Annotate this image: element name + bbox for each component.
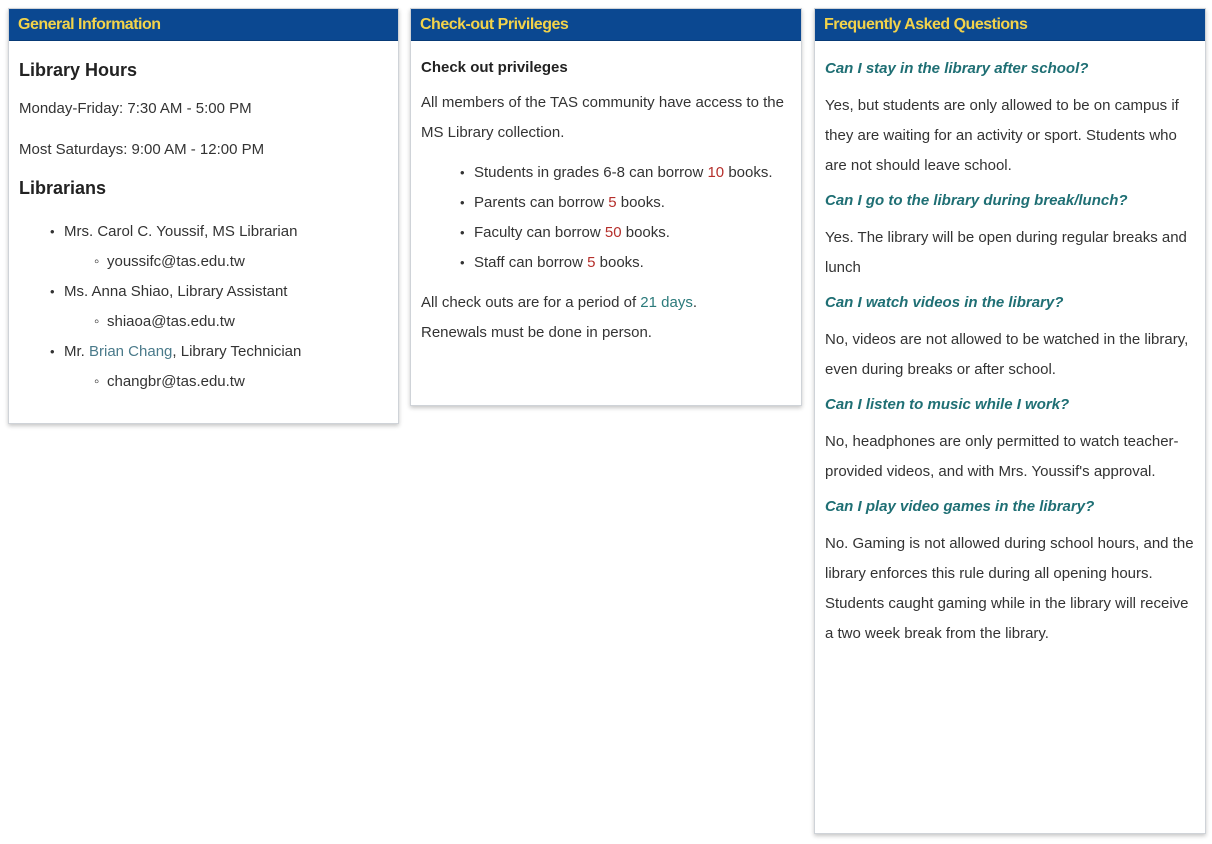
borrow-limit-number: 50 xyxy=(604,224,622,241)
general-information-header: General Information xyxy=(9,9,398,41)
librarian-role: , MS Librarian xyxy=(204,223,298,240)
faq-answer: No, headphones are only permitted to watch teacher-provided videos, and with Mrs. Youssif's approval. xyxy=(825,433,1179,480)
borrow-limit-number: 10 xyxy=(707,164,725,181)
faq-answer: No, videos are not allowed to be watched in the library, even during breaks or after school. xyxy=(825,331,1189,378)
librarian-role: , Library Assistant xyxy=(169,283,288,300)
librarian-item xyxy=(64,217,388,277)
checkout-heading: Check out privileges xyxy=(421,59,568,76)
borrow-limit-item: • Parents can borrow 5 books. xyxy=(474,188,791,218)
saturday-hours: Most Saturdays: 9:00 AM - 12:00 PM xyxy=(19,141,265,158)
checkout-period: All check outs are for a period of 21 days. xyxy=(421,294,697,311)
librarian-title: Mrs. xyxy=(64,223,98,240)
checkout-intro: All members of the TAS community have access to the MS Library collection. xyxy=(421,94,784,141)
general-information-panel xyxy=(8,8,399,424)
librarian-email[interactable]: ◦ changbr@tas.edu.tw xyxy=(107,367,388,397)
librarian-title: Mr. xyxy=(64,343,89,360)
faq-answer: No. Gaming is not allowed during school hours, and the library enforces this rule during all opening hours. Students caught gaming while in the library will receive a two week break from the library. xyxy=(825,535,1194,642)
borrow-limit-item: • Students in grades 6-8 can borrow 10 books. xyxy=(474,158,791,188)
faq-panel xyxy=(814,8,1206,834)
borrow-limit-number: 5 xyxy=(608,194,617,211)
checkout-privileges-header: Check-out Privileges xyxy=(411,9,801,41)
faq-question: Can I watch videos in the library? xyxy=(825,294,1064,311)
faq-question: Can I play video games in the library? xyxy=(825,498,1095,515)
borrow-limits-list xyxy=(421,158,791,278)
faq-question: Can I stay in the library after school? xyxy=(825,60,1089,77)
librarian-item xyxy=(64,337,388,397)
librarian-name-link[interactable]: Brian Chang xyxy=(89,343,173,360)
checkout-privileges-panel xyxy=(410,8,802,406)
weekday-hours: Monday-Friday: 7:30 AM - 5:00 PM xyxy=(19,100,252,117)
librarian-name: Carol C. Youssif xyxy=(97,223,205,240)
faq-question: Can I listen to music while I work? xyxy=(825,396,1070,413)
checkout-period-value: 21 days xyxy=(640,294,693,311)
faq-answer: Yes. The library will be open during regular breaks and lunch xyxy=(825,229,1187,276)
librarian-email[interactable]: ◦ youssifc@tas.edu.tw xyxy=(107,247,388,277)
librarian-title: Ms. xyxy=(64,283,92,300)
librarian-email[interactable]: ◦ shiaoa@tas.edu.tw xyxy=(107,307,388,337)
library-hours-heading: Library Hours xyxy=(19,60,138,80)
renewals-note: Renewals must be done in person. xyxy=(421,324,652,341)
librarian-role: , Library Technician xyxy=(172,343,302,360)
librarian-list xyxy=(19,217,388,397)
librarian-item xyxy=(64,277,388,337)
borrow-limit-item: • Faculty can borrow 50 books. xyxy=(474,218,791,248)
faq-header: Frequently Asked Questions xyxy=(815,9,1205,41)
borrow-limit-item: • Staff can borrow 5 books. xyxy=(474,248,791,278)
librarian-name: Anna Shiao xyxy=(91,283,170,300)
borrow-limit-number: 5 xyxy=(587,254,596,271)
faq-answer: Yes, but students are only allowed to be on campus if they are waiting for an activity or sport. Students who are not should leave school. xyxy=(825,97,1179,174)
faq-question: Can I go to the library during break/lunch? xyxy=(825,192,1128,209)
librarians-heading: Librarians xyxy=(19,178,107,198)
